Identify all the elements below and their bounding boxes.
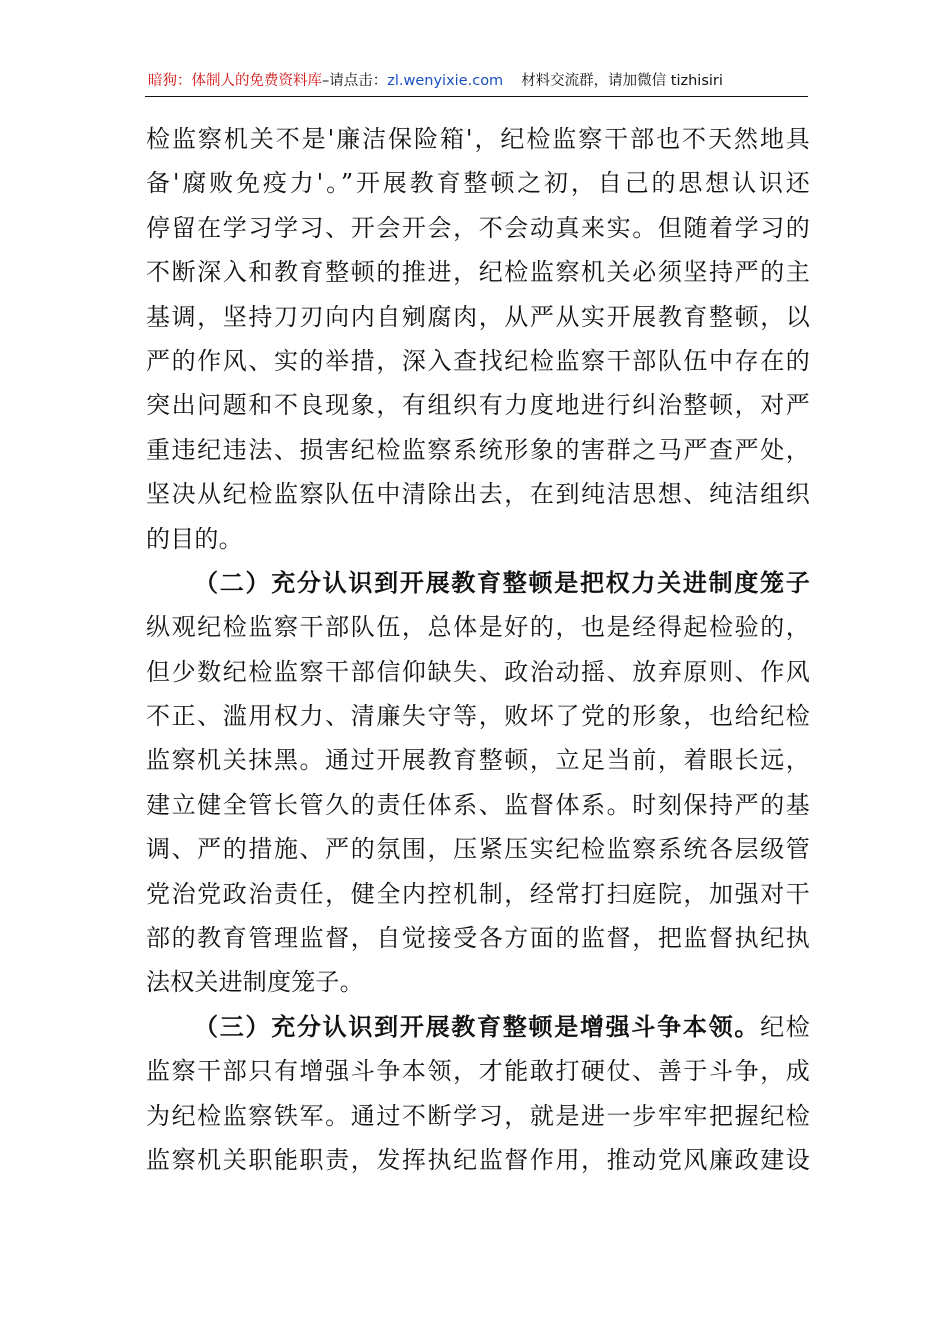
body-line: 监察干部只有增强斗争本领，才能敢打硬仗、善于斗争，成 bbox=[146, 1057, 810, 1086]
body-line: 为纪检监察铁军。通过不断学习，就是进一步牢牢把握纪检 bbox=[146, 1101, 810, 1130]
body-line-tail: 纪检 bbox=[760, 1012, 810, 1041]
body-line: 纵观纪检监察干部队伍，总体是好的，也是经得起检验的， bbox=[146, 613, 810, 642]
body-line: 监察机关职能职责，发挥执纪监督作用，推动党风廉政建设 bbox=[146, 1145, 810, 1174]
header-site-label: 暗狗：体制人的免费资料库 bbox=[148, 73, 322, 89]
body-line: 的目的。 bbox=[146, 524, 243, 553]
header-url-link[interactable]: zl.wenyixie.com bbox=[387, 73, 504, 89]
section-heading-3-line bbox=[146, 1005, 810, 1049]
body-line: 停留在学习学习、开会开会，不会动真来实。但随着学习的 bbox=[146, 213, 810, 242]
body-line: 但少数纪检监察干部信仰缺失、政治动摇、放弃原则、作风 bbox=[146, 657, 810, 686]
body-line: 突出问题和不良现象，有组织有力度地进行纠治整顿，对严 bbox=[146, 391, 810, 420]
body-line: 严的作风、实的举措，深入查找纪检监察干部队伍中存在的 bbox=[146, 346, 810, 375]
header-contact-label: 材料交流群，请加微信 tizhisiri bbox=[521, 73, 723, 89]
body-line: 建立健全管长管久的责任体系、监督体系。时刻保持严的基 bbox=[146, 790, 810, 819]
body-line: 调、严的措施、严的氛围，压紧压实纪检监察系统各层级管 bbox=[146, 835, 810, 864]
section-heading-2: （二）充分认识到开展教育整顿是把权力关进制度笼子 bbox=[194, 568, 810, 597]
section-heading-3: （三）充分认识到开展教育整顿是增强斗争本领。 bbox=[194, 1012, 761, 1041]
header-click-label: –请点击： bbox=[322, 73, 388, 89]
body-line: 不断深入和教育整顿的推进，纪检监察机关必须坚持严的主 bbox=[146, 258, 810, 287]
body-line: 党治党政治责任，健全内控机制，经常打扫庭院，加强对干 bbox=[146, 879, 810, 908]
document-body bbox=[146, 117, 810, 1182]
body-line: 检监察机关不是'廉洁保险箱'，纪检监察干部也不天然地具 bbox=[146, 125, 810, 153]
body-line: 基调，坚持刀刃向内自剜腐肉，从严从实开展教育整顿，以 bbox=[146, 302, 810, 331]
body-line: 重违纪违法、损害纪检监察系统形象的害群之马严查严处， bbox=[146, 435, 810, 464]
body-line: 监察机关抹黑。通过开展教育整顿，立足当前，着眼长远， bbox=[146, 746, 810, 775]
body-line: 不正、滥用权力、清廉失守等，败坏了党的形象，也给纪检 bbox=[146, 702, 810, 731]
body-line: 备'腐败免疫力'。”开展教育整顿之初，自己的思想认识还 bbox=[146, 169, 810, 198]
body-line: 坚决从纪检监察队伍中清除出去，在到纯洁思想、纯洁组织 bbox=[146, 480, 810, 509]
body-line: 部的教育管理监督，自觉接受各方面的监督，把监督执纪执 bbox=[146, 924, 810, 953]
page-header bbox=[148, 66, 808, 96]
header-divider bbox=[145, 96, 808, 97]
body-line: 法权关进制度笼子。 bbox=[146, 968, 364, 997]
